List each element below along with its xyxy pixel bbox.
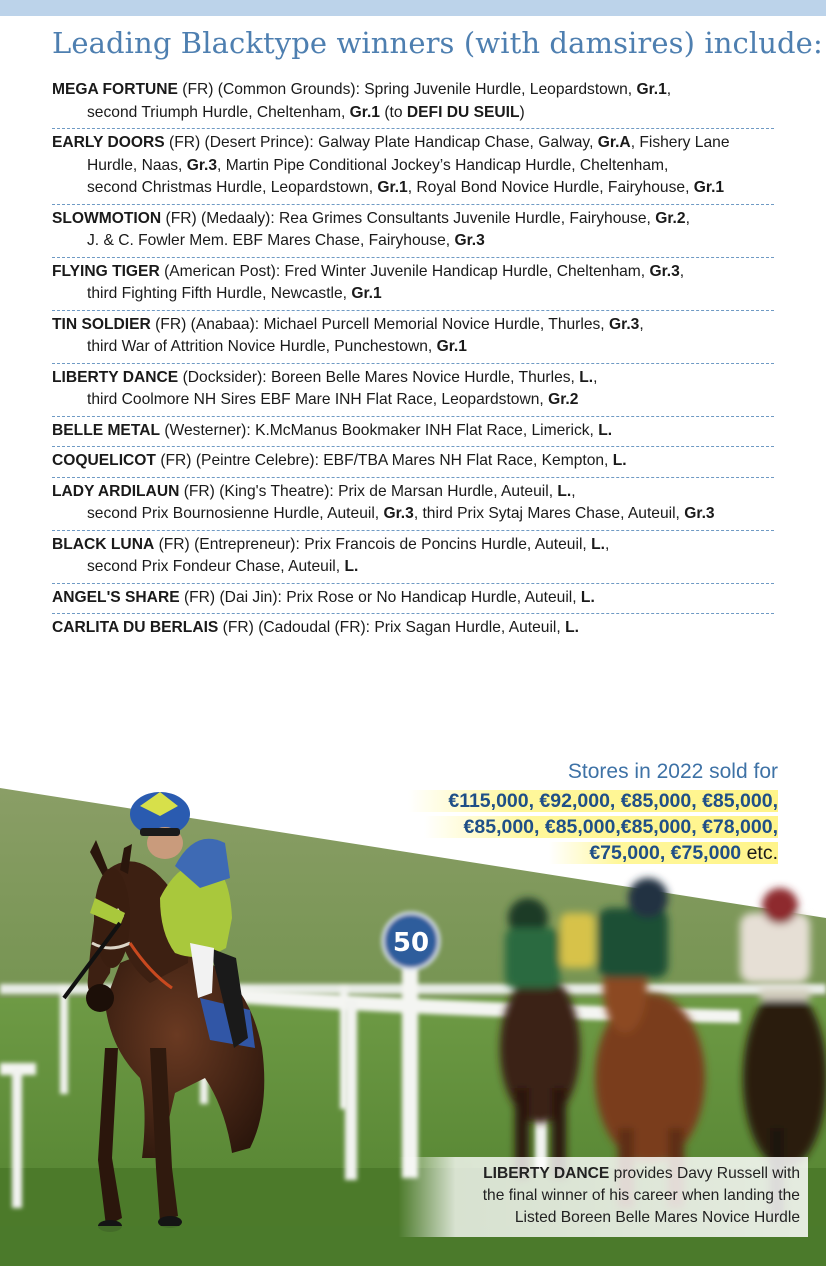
race-text-end: , bbox=[666, 81, 672, 98]
sales-title: Stores in 2022 sold for bbox=[567, 760, 778, 783]
race-text: second Prix Fondeur Chase, Auteuil, bbox=[87, 558, 341, 575]
race-text: K.McManus Bookmaker INH Flat Race, Limerick, bbox=[255, 421, 594, 439]
sales-prices: €115,000, €92,000, €85,000, €85,000, bbox=[408, 790, 778, 812]
horse-origin: (FR) bbox=[160, 452, 192, 469]
winner-entry bbox=[52, 531, 774, 584]
race-grade: Gr.1 bbox=[351, 285, 382, 302]
entry-line bbox=[52, 230, 774, 253]
race-text: second Prix Bournosienne Hurdle, Auteuil, bbox=[87, 505, 380, 522]
race-text: third Coolmore NH Sires EBF Mare INH Flat Race, Leopardstown, bbox=[87, 391, 544, 408]
race-text: second Triumph Hurdle, Cheltenham, bbox=[87, 103, 346, 121]
winner-entry bbox=[52, 205, 774, 258]
race-text: Prix Francois de Poncins Hurdle, Auteuil, bbox=[304, 535, 587, 553]
race-text: Rea Grimes Consultants Juvenile Hurdle, Fairyhouse, bbox=[279, 209, 651, 227]
race-grade: L. bbox=[557, 482, 572, 500]
race-grade: Gr.A bbox=[597, 134, 631, 151]
caption-line bbox=[398, 1163, 800, 1185]
race-text-end: , bbox=[685, 209, 690, 227]
entry-line bbox=[52, 79, 774, 102]
horse-origin: (FR) bbox=[183, 482, 215, 500]
sales-prices: €85,000, €85,000,€85,000, €78,000, bbox=[424, 816, 778, 838]
sales-etc: etc. bbox=[746, 842, 778, 864]
damsire: (Cadoudal (FR): bbox=[258, 619, 370, 636]
winner-entry bbox=[52, 364, 774, 417]
entry-line bbox=[52, 132, 774, 155]
entry-line bbox=[52, 177, 774, 200]
race-text: Hurdle, Naas, bbox=[87, 156, 183, 174]
winner-entry bbox=[52, 311, 774, 364]
entry-line bbox=[52, 450, 774, 473]
race-grade: L. bbox=[565, 619, 579, 636]
horse-name: EARLY DOORS bbox=[52, 134, 165, 151]
photo-caption bbox=[398, 1157, 808, 1237]
winner-entry bbox=[52, 584, 774, 615]
horse-name: TIN SOLDIER bbox=[52, 315, 151, 333]
race-grade: Gr.3 bbox=[454, 232, 485, 249]
horse-name: BELLE METAL bbox=[52, 421, 160, 439]
race-grade: L. bbox=[612, 452, 627, 469]
sales-prices-line bbox=[408, 788, 778, 814]
horse-name: LIBERTY DANCE bbox=[52, 368, 179, 386]
damsire: (Westerner): bbox=[164, 421, 251, 439]
race-grade: Gr.3 bbox=[684, 505, 715, 522]
race-text: Spring Juvenile Hurdle, Leopardstown, bbox=[364, 81, 633, 98]
race-grade: Gr.1 bbox=[693, 179, 725, 196]
horse-origin: (FR) bbox=[183, 588, 216, 606]
winner-entry bbox=[52, 129, 774, 205]
horse-origin: (FR) bbox=[158, 535, 190, 553]
winner-entry bbox=[52, 447, 774, 478]
entry-line bbox=[52, 481, 774, 504]
horse-name: SLOWMOTION bbox=[52, 209, 162, 227]
horse-name: COQUELICOT bbox=[52, 452, 156, 469]
winner-entry bbox=[52, 417, 774, 448]
horse-name: LADY ARDILAUN bbox=[52, 482, 180, 500]
entry-line bbox=[52, 367, 774, 390]
race-text: , third Prix Sytaj Mares Chase, Auteuil, bbox=[413, 505, 680, 522]
horse-name: BLACK LUNA bbox=[52, 535, 155, 553]
race-text-end: , bbox=[639, 315, 644, 333]
race-text-end: , bbox=[604, 535, 610, 553]
race-grade: L. bbox=[598, 421, 613, 439]
entry-line bbox=[52, 587, 774, 610]
race-text: Prix Rose or No Handicap Hurdle, Auteuil, bbox=[286, 588, 577, 606]
horse-name: MEGA FORTUNE bbox=[52, 81, 178, 98]
winner-entry bbox=[52, 478, 774, 531]
race-grade: L. bbox=[344, 558, 359, 575]
winner-entry bbox=[52, 614, 774, 644]
horse-origin: (FR) bbox=[155, 315, 187, 333]
entry-line bbox=[52, 420, 774, 443]
entry-line bbox=[52, 617, 774, 640]
race-text: Prix de Marsan Hurdle, Auteuil, bbox=[338, 482, 554, 500]
winner-entry bbox=[52, 258, 774, 311]
horse-name: FLYING TIGER bbox=[52, 262, 160, 280]
race-text: J. & C. Fowler Mem. EBF Mares Chase, Fairyhouse, bbox=[87, 232, 451, 249]
horse-name: DEFI DU SEUIL bbox=[406, 103, 520, 121]
entry-line bbox=[52, 155, 774, 178]
race-text: (to bbox=[384, 103, 403, 121]
race-text: Galway Plate Handicap Chase, Galway, bbox=[318, 134, 594, 151]
caption-line: the final winner of his career when landing the bbox=[482, 1187, 800, 1204]
entry-line bbox=[52, 503, 774, 526]
caption-text: provides Davy Russell with bbox=[613, 1165, 800, 1182]
race-grade: L. bbox=[579, 368, 594, 386]
horse-origin: (FR) bbox=[169, 134, 201, 151]
race-text: third Fighting Fifth Hurdle, Newcastle, bbox=[87, 285, 347, 302]
race-grade: Gr.1 bbox=[636, 81, 667, 98]
marker-post-number: 50 bbox=[392, 928, 430, 958]
damsire: (Dai Jin): bbox=[219, 588, 282, 606]
race-text-end: , bbox=[679, 262, 685, 280]
race-text: , Royal Bond Novice Hurdle, Fairyhouse, bbox=[407, 179, 690, 196]
race-text: EBF/TBA Mares NH Flat Race, Kempton, bbox=[323, 452, 609, 469]
entry-line bbox=[52, 261, 774, 284]
horse-origin: (FR) bbox=[165, 209, 197, 227]
race-text: Fred Winter Juvenile Handicap Hurdle, Cheltenham, bbox=[284, 262, 646, 280]
race-text-end: , Martin Pipe Conditional Jockey’s Handicap Hurdle, Cheltenham, bbox=[217, 156, 669, 174]
race-text-end: ) bbox=[519, 103, 525, 121]
winners-list bbox=[52, 76, 774, 644]
race-grade: Gr.2 bbox=[548, 391, 579, 408]
race-grade: L. bbox=[580, 588, 595, 606]
page-heading: Leading Blacktype winners (with damsires) include: bbox=[52, 26, 823, 60]
race-grade: Gr.1 bbox=[349, 103, 380, 121]
race-grade: Gr.3 bbox=[649, 262, 680, 280]
race-text: Michael Purcell Memorial Novice Hurdle, Thurles, bbox=[263, 315, 605, 333]
sales-prices: €75,000, €75,000 bbox=[589, 842, 742, 864]
race-grade: L. bbox=[591, 535, 605, 553]
damsire: (King's Theatre): bbox=[219, 482, 334, 500]
top-color-band bbox=[0, 0, 826, 16]
damsire: (Peintre Celebre): bbox=[195, 452, 319, 469]
horse-origin: (FR) bbox=[182, 81, 214, 98]
race-grade: Gr.3 bbox=[186, 156, 218, 174]
race-text: Prix Sagan Hurdle, Auteuil, bbox=[374, 619, 561, 636]
damsire: (Desert Prince): bbox=[204, 134, 314, 151]
sales-prices-line bbox=[408, 840, 778, 866]
damsire: (American Post): bbox=[164, 262, 281, 280]
horse-name: CARLITA DU BERLAIS bbox=[52, 619, 219, 636]
entry-line bbox=[52, 208, 774, 231]
damsire: (Entrepreneur): bbox=[194, 535, 300, 553]
entry-line bbox=[52, 389, 774, 412]
race-grade: Gr.3 bbox=[608, 315, 640, 333]
caption-line: Listed Boreen Belle Mares Novice Hurdle bbox=[514, 1209, 800, 1226]
race-text-end: , bbox=[593, 368, 598, 386]
sales-prices-line bbox=[408, 814, 778, 840]
horse-origin: (FR) bbox=[222, 619, 254, 636]
race-grade: Gr.1 bbox=[436, 338, 467, 355]
horse-name: ANGEL'S SHARE bbox=[52, 588, 180, 606]
entry-line bbox=[52, 314, 774, 337]
caption-horse-name: LIBERTY DANCE bbox=[483, 1165, 610, 1182]
entry-line bbox=[52, 534, 774, 557]
winner-entry bbox=[52, 76, 774, 129]
entry-line bbox=[52, 102, 774, 125]
damsire: (Medaaly): bbox=[201, 209, 275, 227]
race-text-end: , Fishery Lane bbox=[630, 134, 730, 151]
entry-line bbox=[52, 556, 774, 579]
race-grade: Gr.3 bbox=[383, 505, 414, 522]
damsire: (Common Grounds): bbox=[217, 81, 360, 98]
damsire: (Anabaa): bbox=[190, 315, 260, 333]
sales-callout bbox=[408, 758, 778, 866]
race-text-end: , bbox=[571, 482, 576, 500]
race-text: third War of Attrition Novice Hurdle, Punchestown, bbox=[87, 338, 433, 355]
race-text: Boreen Belle Mares Novice Hurdle, Thurles, bbox=[270, 368, 575, 386]
race-text: second Christmas Hurdle, Leopardstown, bbox=[87, 179, 374, 196]
entry-line bbox=[52, 283, 774, 306]
damsire: (Docksider): bbox=[182, 368, 267, 386]
race-grade: Gr.1 bbox=[377, 179, 408, 196]
entry-line bbox=[52, 336, 774, 359]
race-grade: Gr.2 bbox=[655, 209, 686, 227]
